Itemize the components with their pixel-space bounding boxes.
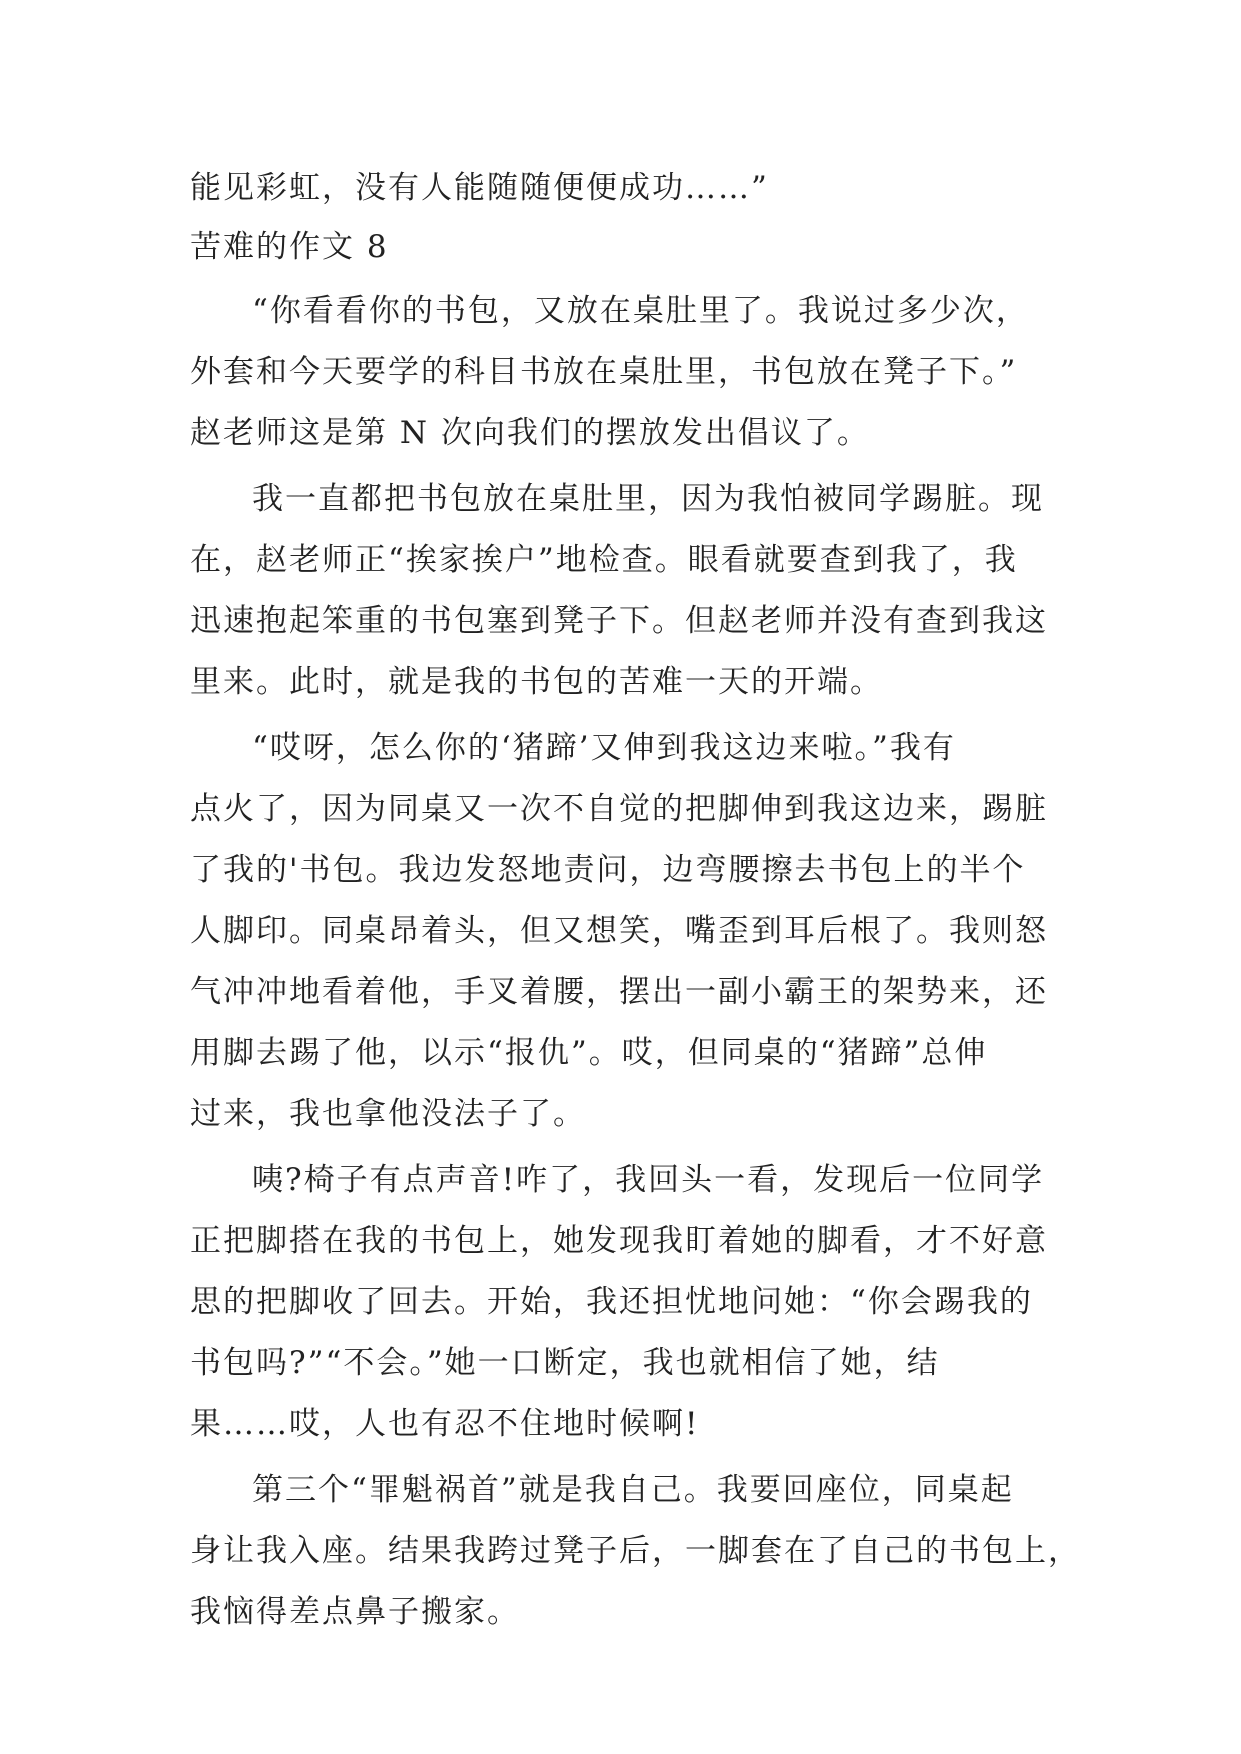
document-body bbox=[190, 158, 1081, 1643]
paragraph-first-line: “你看看你的书包，又放在桌肚里了。我说过多少次， bbox=[252, 293, 1029, 329]
text-line: 了我的'书包。我边发怒地责问，边弯腰擦去书包上的半个 bbox=[190, 852, 1026, 888]
text-line: 点火了，因为同桌又一次不自觉的把脚伸到我这边来，踢脏 bbox=[190, 791, 1048, 827]
text-line: 身让我入座。结果我跨过凳子后，一脚套在了自己的书包上， bbox=[190, 1533, 1081, 1569]
text-line: 用脚去踢了他，以示“报仇”。哎，但同桌的“猪蹄”总伸 bbox=[190, 1035, 988, 1071]
paragraph-first-line: 咦?椅子有点声音!咋了，我回头一看，发现后一位同学 bbox=[252, 1162, 1045, 1198]
text-line: 在，赵老师正“挨家挨户”地检查。眼看就要查到我了，我 bbox=[190, 542, 1018, 578]
paragraph-first-line: “哎呀，怎么你的‘猪蹄’又伸到我这边来啦。”我有 bbox=[252, 730, 956, 766]
text-line: 正把脚搭在我的书包上，她发现我盯着她的脚看，才不好意 bbox=[190, 1223, 1048, 1259]
paragraph-first-line: 第三个“罪魁祸首”就是我自己。我要回座位，同桌起 bbox=[252, 1472, 1014, 1508]
text-line: 过来，我也拿他没法子了。 bbox=[190, 1096, 586, 1132]
paragraph-first-line: 我一直都把书包放在桌肚里，因为我怕被同学踢脏。现 bbox=[252, 481, 1044, 517]
text-line: 迅速抱起笨重的书包塞到凳子下。但赵老师并没有查到我这 bbox=[190, 603, 1048, 639]
text-line: 果……哎，人也有忍不住地时候啊! bbox=[190, 1406, 700, 1442]
text-line: 气冲冲地看着他，手叉着腰，摆出一副小霸王的架势来，还 bbox=[190, 974, 1048, 1010]
text-line: 人脚印。同桌昂着头，但又想笑，嘴歪到耳后根了。我则怒 bbox=[190, 913, 1048, 949]
text-line: 我恼得差点鼻子搬家。 bbox=[190, 1594, 520, 1630]
essay-title: 苦难的作文 8 bbox=[190, 229, 389, 265]
text-line: 里来。此时，就是我的书包的苦难一天的开端。 bbox=[190, 664, 883, 700]
text-line: 赵老师这是第 N 次向我们的摆放发出倡议了。 bbox=[190, 415, 870, 451]
text-line: 书包吗?”“不会。”她一口断定，我也就相信了她，结 bbox=[190, 1345, 940, 1381]
text-line: 思的把脚收了回去。开始，我还担忧地问她：“你会踢我的 bbox=[190, 1284, 1033, 1320]
text-line: 能见彩虹，没有人能随随便便成功……” bbox=[190, 170, 769, 206]
text-line: 外套和今天要学的科目书放在桌肚里，书包放在凳子下。” bbox=[190, 354, 1018, 390]
